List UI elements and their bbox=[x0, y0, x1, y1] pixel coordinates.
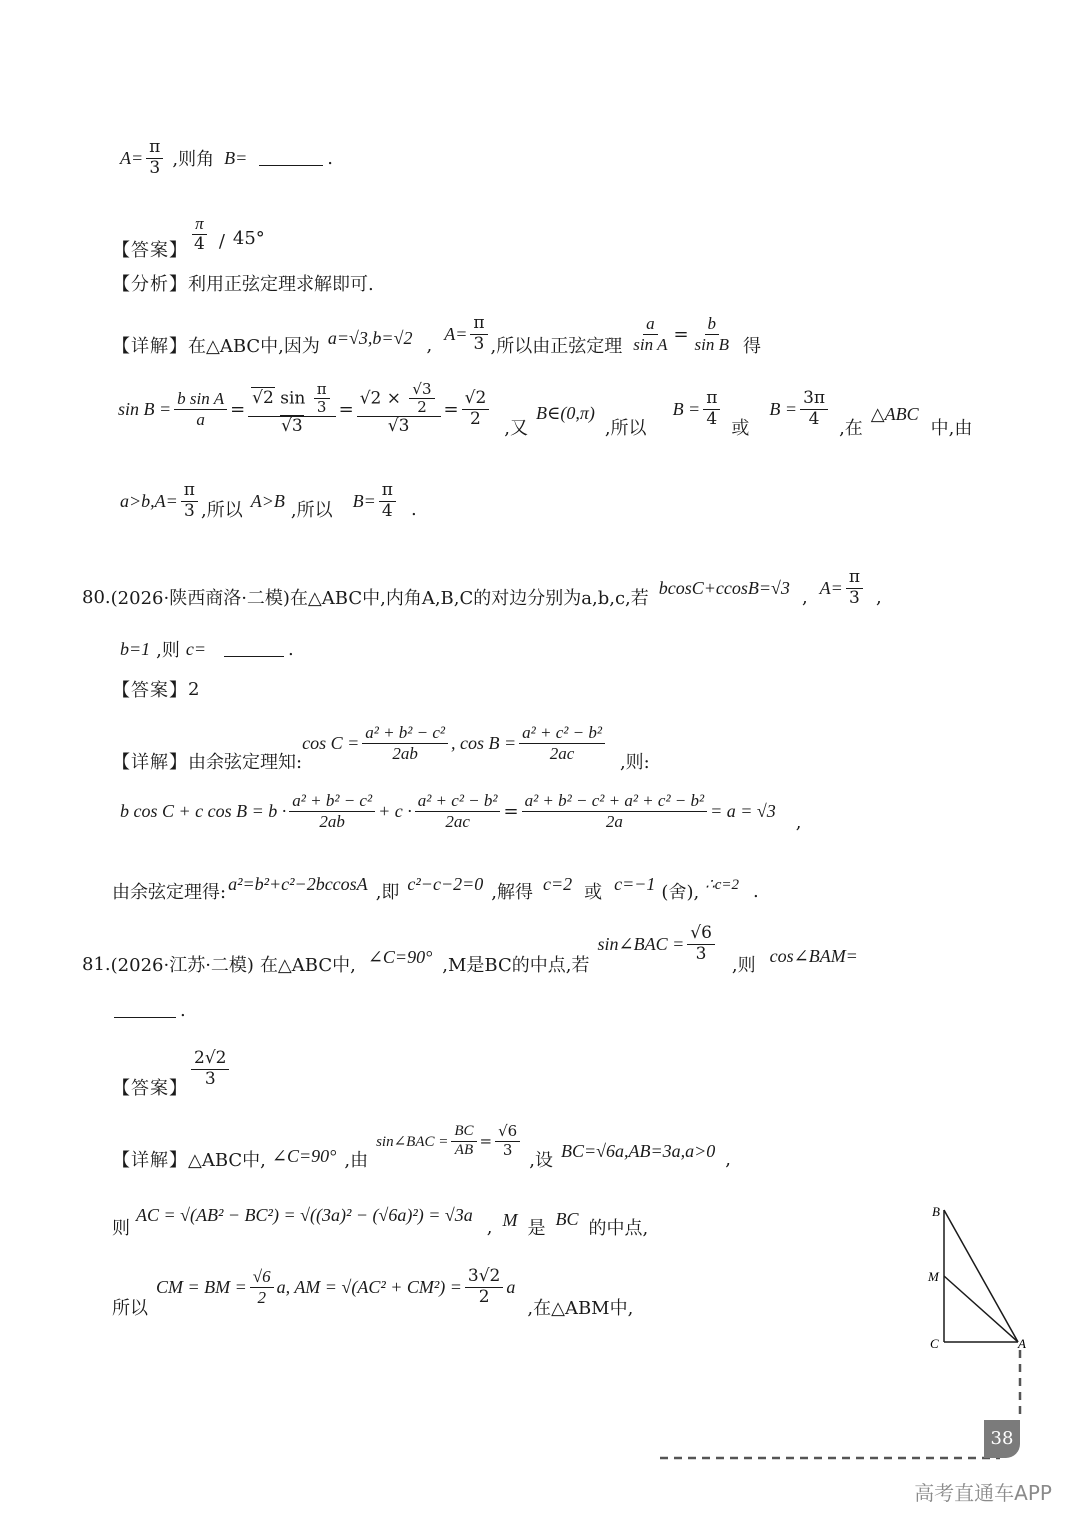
vertex-label-m: M bbox=[928, 1269, 939, 1284]
page-number: 38 bbox=[984, 1420, 1020, 1458]
watermark: 高考直通车APP bbox=[914, 1481, 1052, 1505]
answer-tag: 【答案】 bbox=[112, 1078, 188, 1099]
p81-detail-line2: 则 AC = √(AB² − BC²) = √((3a)² − (√6a)²) = √3a , M 是 BC 的中点, bbox=[112, 1204, 649, 1239]
detail-tag: 【详解】 bbox=[112, 752, 188, 773]
p79-detail-line2: sin B = $\frac{\text{b sin A}}{a}$ = √2 sin $\frac{\pi}{3}$ √3 = √2 × $\frac{√3}{2}$ √3 = $\frac{√2}{2}$ ,又 B∈(0,π) ,所以 B = $\frac{\pi}{4}$ 或 B = $\frac{3\pi}{4}$ ,在 △ABC 中,由 bbox=[118, 379, 973, 439]
p80-answer: 2 bbox=[188, 678, 200, 700]
problem-source: (2026·陕西商洛·二模) bbox=[110, 588, 290, 609]
p79-tail-line: A= $\frac{\pi}{3}$ ,则角 B= . bbox=[120, 137, 333, 178]
answer-tag: 【答案】 bbox=[112, 240, 188, 261]
p79-tail-text: ,则角 bbox=[172, 149, 215, 171]
p79-answer-alt: 45° bbox=[232, 227, 265, 249]
p79-detail-line1: 【详解】 在△ABC中,因为 a=√3,b=√2 , A= $\frac{\pi}{3}$ ,所以由正弦定理 $\frac{a}{\text{sin A}}$ = $\frac{b}{\text{sin B}}$ 得 bbox=[112, 312, 762, 357]
p79-tail-b: B= bbox=[224, 147, 248, 168]
analysis-tag: 【分析】 bbox=[112, 274, 188, 295]
p80-detail-line1: 【详解】 由余弦定理知: cos C = $\frac{\text{a² + b² − c²}}{2ab}$ , cos B = $\frac{\text{a² + c² − b²}}{2ac}$ ,则: bbox=[112, 722, 650, 773]
p81-answer-frac: $\frac{2√2}{3}$ bbox=[191, 1049, 229, 1089]
p81-detail-line1: 【详解】 △ABC中, ∠C=90° ,由 sin∠BAC = $\frac{BC}{AB}$ = $\frac{√6}{3}$ ,设 BC=√6a,AB=3a,a>0 , bbox=[112, 1122, 731, 1171]
p81-stem-line: 81. (2026·江苏·二模) 在△ABC中, ∠C=90° ,M是BC的中点,若 sin∠BAC = $\frac{√6}{3}$ ,则 cos∠BAM= bbox=[82, 923, 858, 977]
p79-answer-line: 【答案】 $\frac{\pi}{4}$ / 45° bbox=[112, 213, 265, 261]
p81-detail-line3: 所以 CM = BM = $\frac{√6}{2}$ a, AM = √(AC² + CM²) = $\frac{3√2}{2}$ a ,在△ABM中, bbox=[112, 1265, 634, 1319]
detail-tag: 【详解】 bbox=[112, 1150, 188, 1171]
problem-source: (2026·江苏·二模) bbox=[110, 955, 254, 977]
answer-tag: 【答案】 bbox=[112, 680, 188, 701]
p80-detail-line3: 由余弦定理得: a²=b²+c²−2bccosA ,即 c²−c−2=0 ,解得 c=2 或 c=−1 (舍), ∴c=2 . bbox=[112, 873, 759, 903]
p79-tail-frac: $\frac{\pi}{3}$ bbox=[146, 138, 163, 178]
p79-detail-line3: a>b,A= $\frac{\pi}{3}$ ,所以 A>B ,所以 B= $\frac{\pi}{4}$ . bbox=[120, 479, 417, 521]
p79-answer-frac: $\frac{\pi}{4}$ bbox=[194, 213, 205, 254]
vertex-label-b: B bbox=[932, 1204, 940, 1219]
p80-line2: b=1 ,则 c= . bbox=[120, 638, 294, 661]
p79-tail-a: A= bbox=[120, 147, 144, 168]
vertex-label-c: C bbox=[930, 1336, 939, 1351]
p81-line2: . bbox=[114, 1000, 186, 1021]
vertex-label-a: A bbox=[1018, 1336, 1026, 1351]
problem-number: 81. bbox=[82, 953, 111, 975]
problem-number: 80. bbox=[82, 586, 111, 608]
p80-detail-line2: b cos C + c cos B = b · $\frac{\text{a² + b² − c²}}{2ab}$ + c · $\frac{\text{a² + c² − b²}}{2ac}$ = $\frac{\text{a² + b² − c² + a² + c² − b²}}{2a}$ = a = √3 , bbox=[120, 791, 802, 833]
detail-tag: 【详解】 bbox=[112, 336, 188, 357]
problem-stem: 在△ABC中,内角A,B,C的对边分别为a,b,c,若 bbox=[289, 588, 649, 609]
p80-stem-line: 80. (2026·陕西商洛·二模) 在△ABC中,内角A,B,C的对边分别为a,b,c,若 bcosC+ccosB=√3 , A= $\frac{\pi}{3}$ , bbox=[82, 566, 882, 609]
analysis-text: 利用正弦定理求解即可. bbox=[188, 274, 374, 295]
